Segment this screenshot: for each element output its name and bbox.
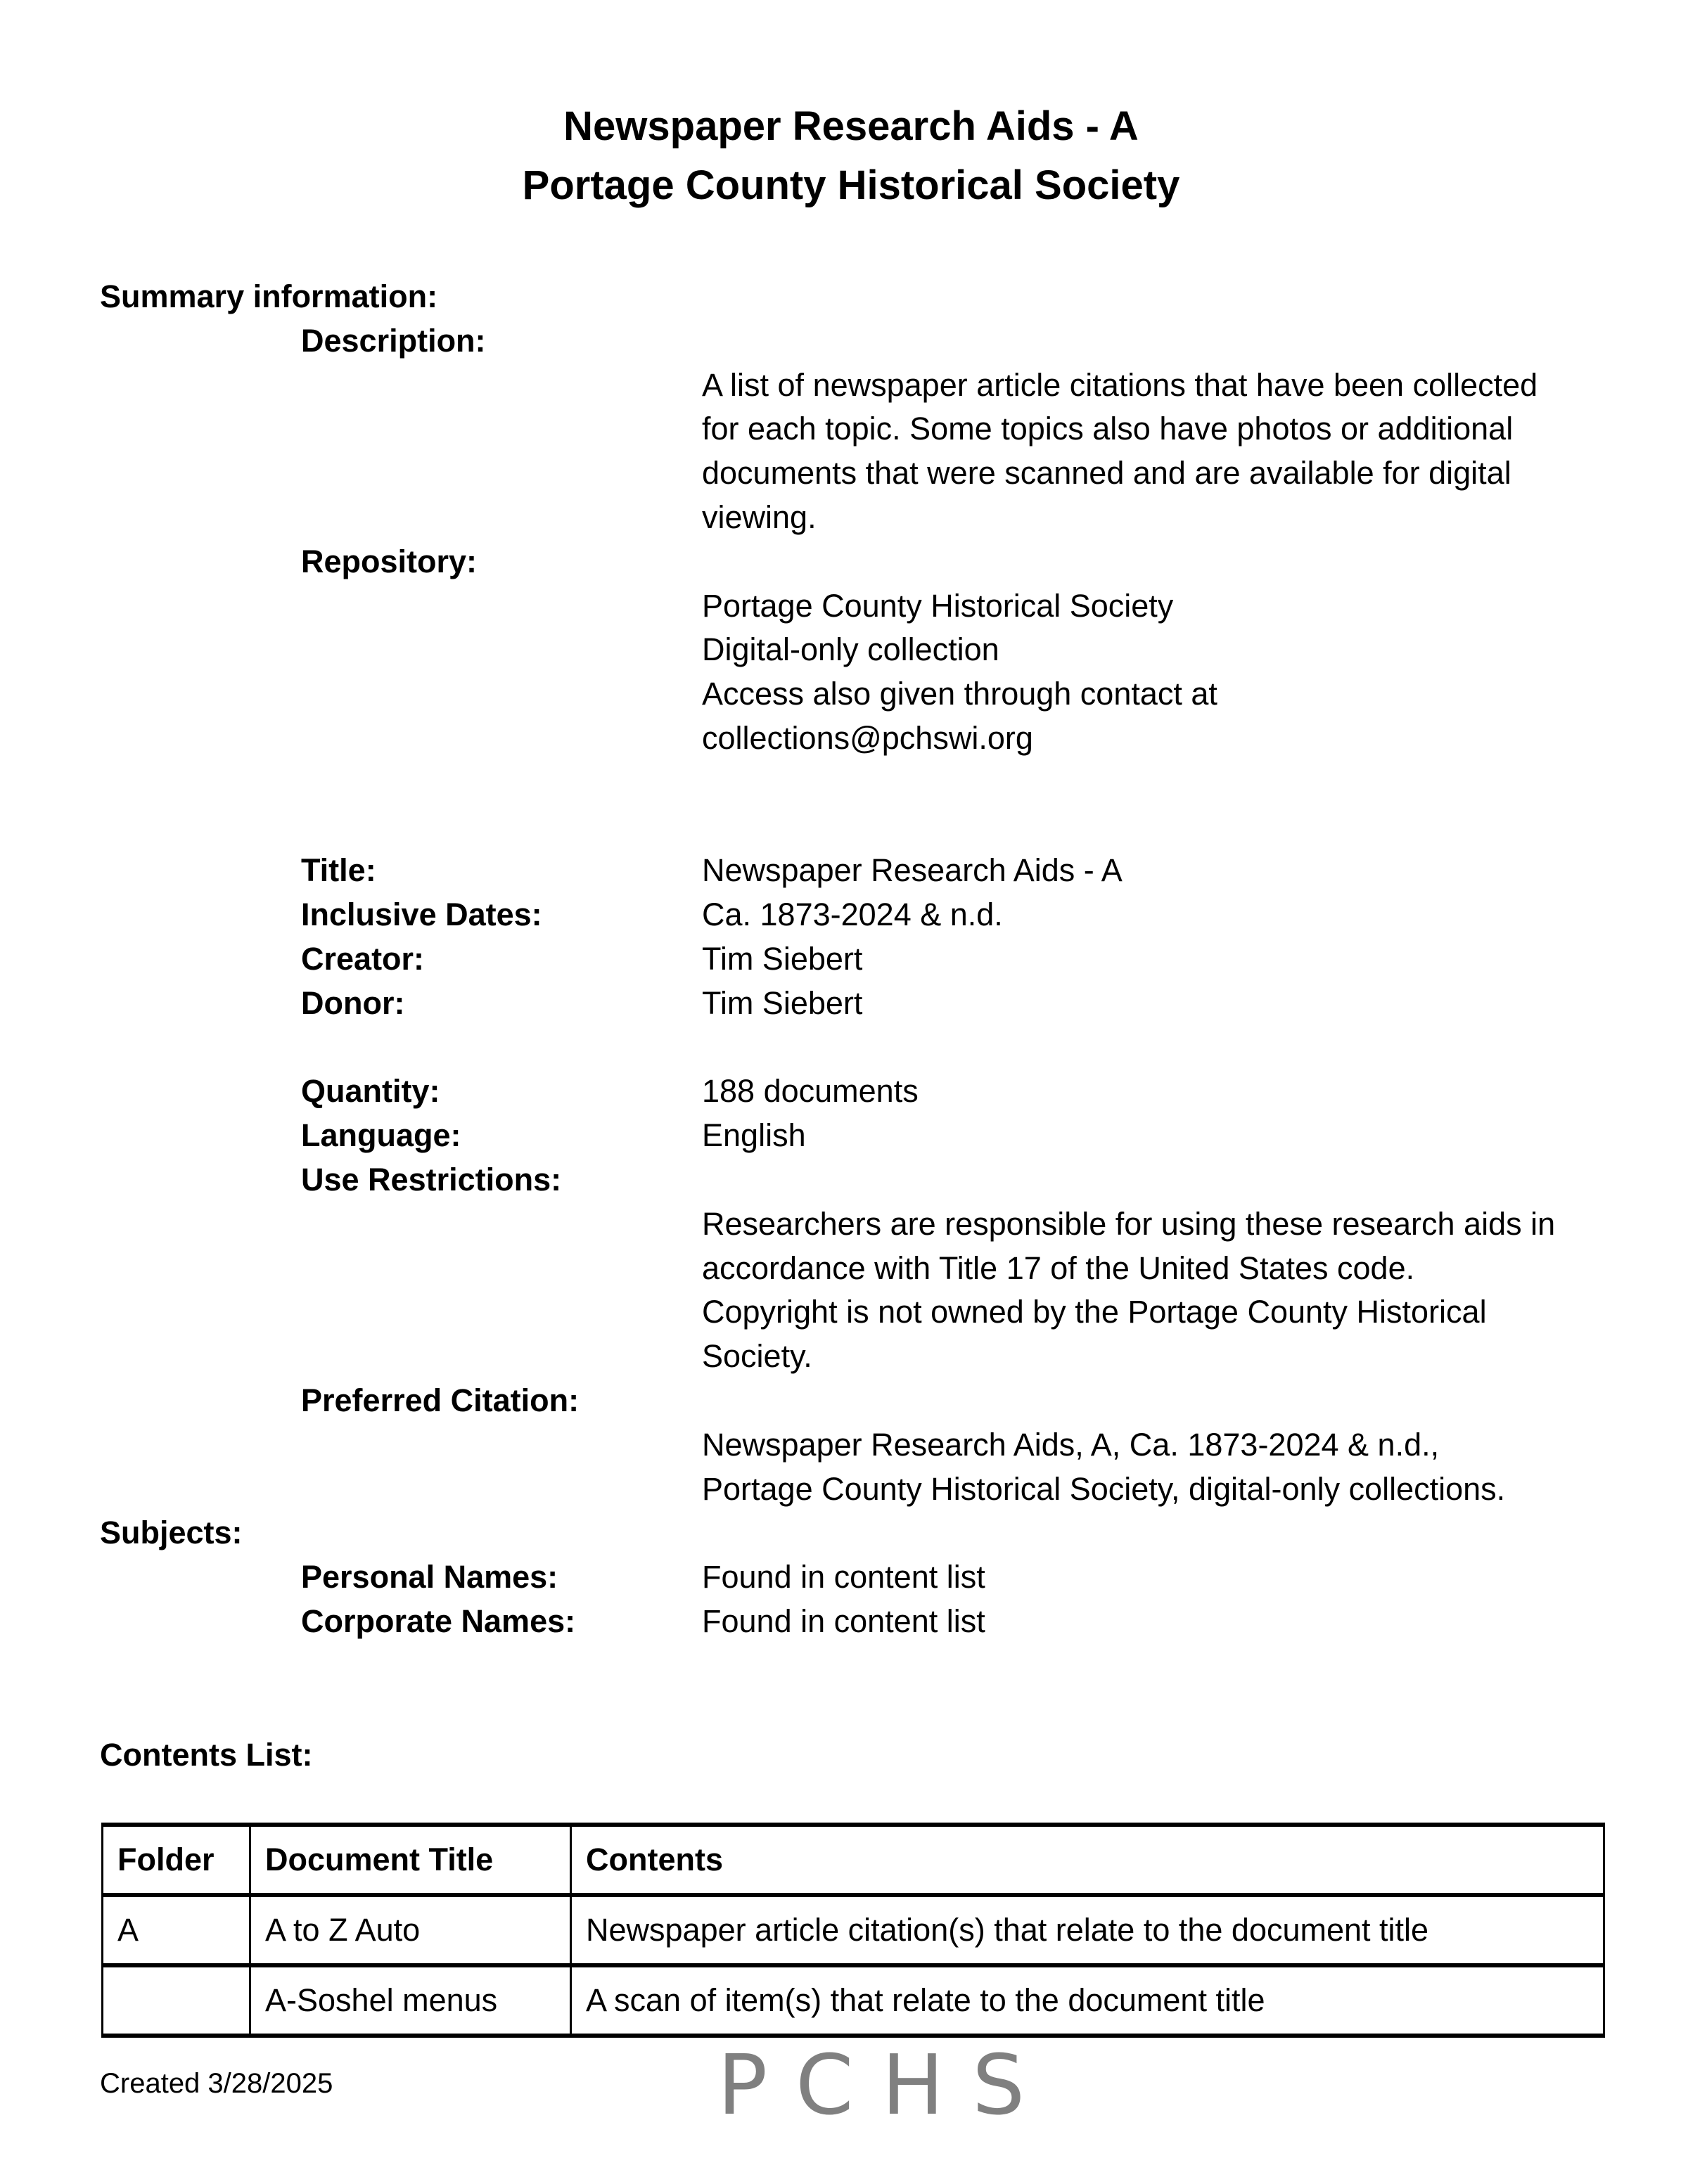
organization-title: Portage County Historical Society [522, 162, 1180, 208]
document-title: Newspaper Research Aids - A [563, 103, 1139, 149]
language-value: English [702, 1117, 806, 1154]
repository-email: collections@pchswi.org [702, 719, 1033, 756]
creator-value: Tim Siebert [702, 940, 863, 977]
description-line: viewing. [702, 499, 817, 535]
subjects-heading: Subjects: [100, 1515, 243, 1551]
personal-names-label: Personal Names: [301, 1559, 558, 1595]
summary-section [0, 275, 1688, 1644]
creator-label: Creator: [301, 940, 425, 977]
contents-cell: Newspaper article citation(s) that relate to the document title [571, 1895, 1604, 1965]
language-label: Language: [301, 1117, 461, 1154]
donor-value: Tim Siebert [702, 984, 863, 1021]
personal-names-value: Found in content list [702, 1559, 985, 1595]
document-title-cell: A to Z Auto [250, 1895, 571, 1965]
citation-label: Preferred Citation: [301, 1382, 580, 1418]
corporate-names-label: Corporate Names: [301, 1602, 576, 1639]
donor-label: Donor: [301, 984, 405, 1021]
folder-cell [103, 1965, 250, 2036]
column-header-contents: Contents [571, 1825, 1604, 1895]
description-label: Description: [301, 322, 486, 359]
contents-heading: Contents List: [100, 1737, 313, 1773]
restrictions-line: Copyright is not owned by the Portage County Historical [702, 1294, 1487, 1330]
pchs-watermark: PCHS [717, 2036, 1054, 2133]
restrictions-line: Researchers are responsible for using these research aids in [702, 1205, 1556, 1242]
description-line: for each topic. Some topics also have photos or additional [702, 411, 1514, 447]
description-line: A list of newspaper article citations that have been collected [702, 366, 1538, 403]
citation-line: Newspaper Research Aids, A, Ca. 1873-2024 & n.d., [702, 1426, 1440, 1463]
restrictions-label: Use Restrictions: [301, 1161, 562, 1197]
restrictions-line: accordance with Title 17 of the United States code. [702, 1250, 1415, 1286]
quantity-value: 188 documents [702, 1073, 919, 1110]
document-title-cell: A-Soshel menus [250, 1965, 571, 2036]
column-header-folder: Folder [103, 1825, 250, 1895]
repository-line: Portage County Historical Society [702, 587, 1174, 624]
corporate-names-value: Found in content list [702, 1602, 985, 1639]
description-line: documents that were scanned and are available for digital [702, 455, 1511, 492]
contents-table [101, 1823, 1605, 2038]
quantity-label: Quantity: [301, 1073, 440, 1110]
contents-cell: A scan of item(s) that relate to the document title [571, 1965, 1604, 2036]
repository-line: Access also given through contact at [702, 676, 1217, 712]
created-date: Created 3/28/2025 [100, 2068, 333, 2099]
table-header-row [103, 1825, 1604, 1895]
repository-label: Repository: [301, 543, 478, 579]
repository-line: Digital-only collection [702, 631, 999, 668]
table-row [103, 1965, 1604, 2036]
citation-line: Portage County Historical Society, digital-only collections. [702, 1470, 1506, 1507]
column-header-document-title: Document Title [250, 1825, 571, 1895]
table-row [103, 1895, 1604, 1965]
folder-cell: A [103, 1895, 250, 1965]
summary-heading: Summary information: [100, 278, 438, 314]
dates-label: Inclusive Dates: [301, 897, 542, 933]
dates-value: Ca. 1873-2024 & n.d. [702, 897, 1003, 933]
title-value: Newspaper Research Aids - A [702, 852, 1123, 889]
restrictions-line: Society. [702, 1338, 812, 1375]
title-label: Title: [301, 852, 376, 889]
